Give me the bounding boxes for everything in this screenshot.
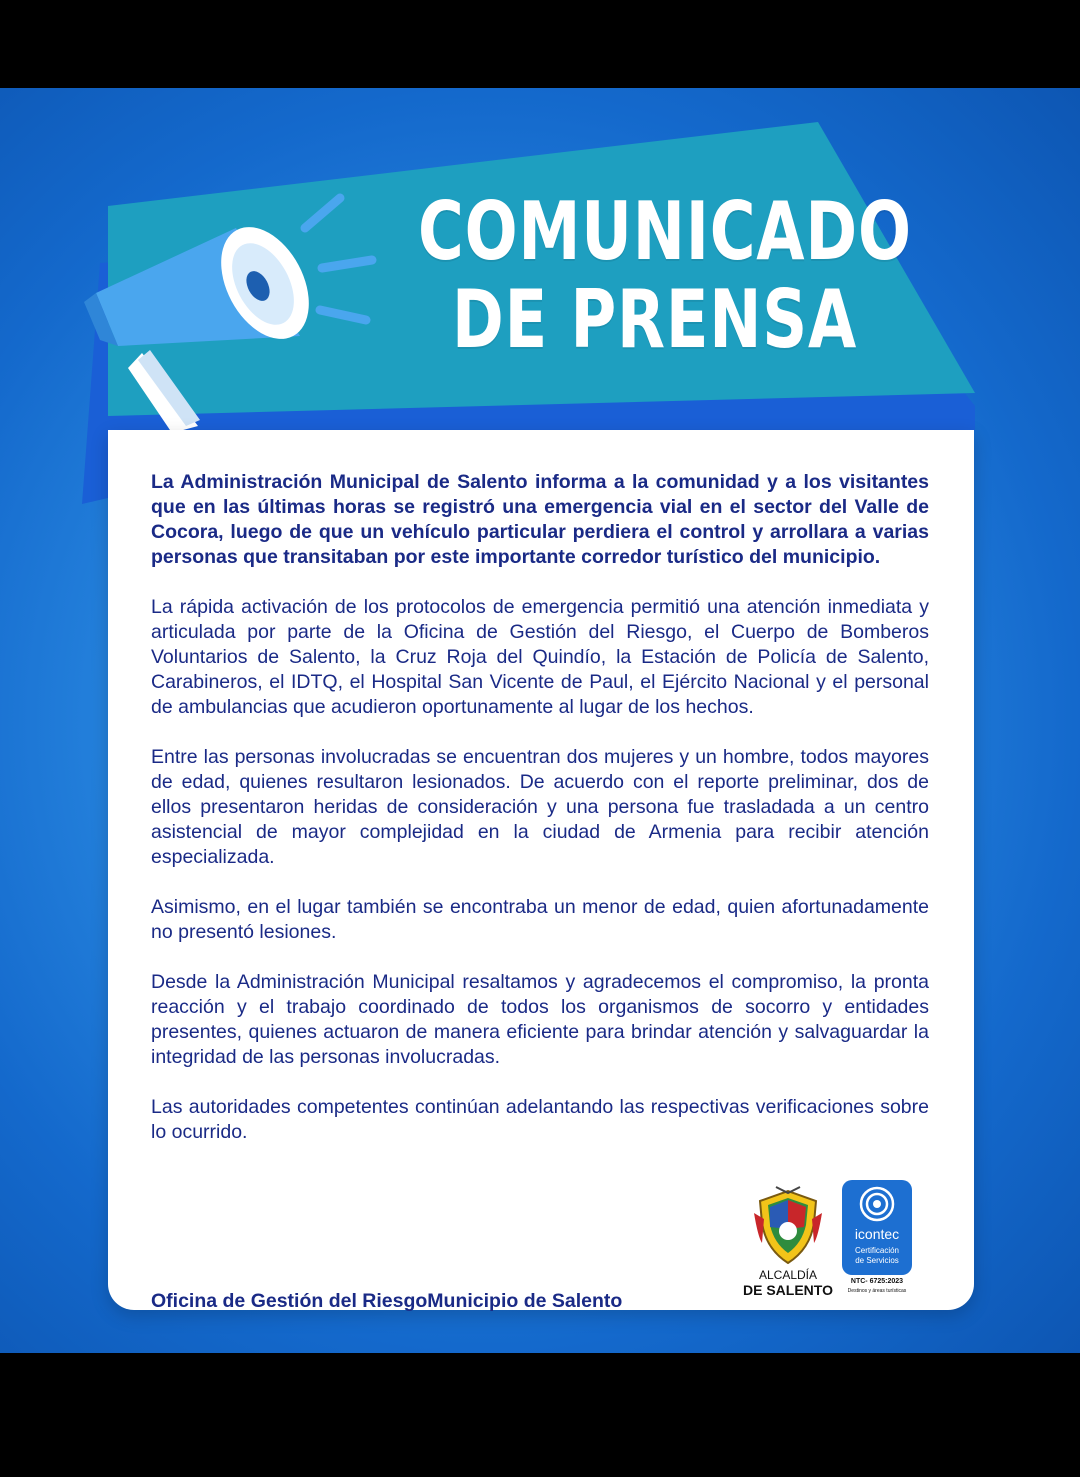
- crest-label-alcaldia: ALCALDÍA: [758, 1268, 818, 1282]
- paragraph-4: Asimismo, en el lugar también se encontraba un menor de edad, quien afortunadamente no presentó lesiones.: [151, 896, 929, 943]
- alcaldia-logo: [738, 1183, 838, 1303]
- content-card: [108, 430, 974, 1310]
- icontec-badge: [842, 1180, 912, 1275]
- press-release-body: [151, 470, 929, 1170]
- icontec-scope: Destinos y áreas turísticas: [847, 1288, 907, 1294]
- signature: Oficina de Gestión del RiesgoMunicipio de Salento: [151, 1290, 623, 1312]
- icontec-cert-line1: Certificación: [854, 1246, 899, 1255]
- paragraph-lead: La Administración Municipal de Salento informa a la comunidad y a los visitantes que en las últimas horas se registró una emergencia vial en el sector del Valle de Cocora, luego de que un vehículo particular perdiera el control y arrollara a varias personas que transitaban por este importante corredor turístico del municipio.: [151, 471, 929, 568]
- icontec-norm: NTC- 6725:2023: [850, 1278, 904, 1285]
- crest-label-salento: DE SALENTO: [743, 1282, 833, 1298]
- icontec-logo-icon: [842, 1180, 912, 1226]
- icontec-logo: [840, 1180, 914, 1300]
- press-release-poster: [0, 88, 1080, 1353]
- alcaldia-crest-icon: [738, 1183, 838, 1269]
- paragraph-6: Las autoridades competentes continúan adelantando las respectivas verificaciones sobre lo ocurrido.: [151, 1096, 929, 1143]
- title-line-2: DE PRENSA: [452, 273, 858, 366]
- icontec-cert: [842, 1246, 912, 1266]
- title-line-1: COMUNICADO: [418, 185, 912, 278]
- paragraph-3: Entre las personas involucradas se encuentran dos mujeres y un hombre, todos mayores de edad, quienes resultaron lesionados. De acuerdo con el reporte preliminar, dos de ellos presentaron heridas de consideración y una persona fue trasladada a un centro asistencial de mayor complejidad en la ciudad de Armenia para recibir atención especializada.: [151, 746, 929, 868]
- icontec-cert-line2: de Servicios: [855, 1256, 899, 1265]
- icontec-name: icontec: [854, 1226, 900, 1242]
- paragraph-5: Desde la Administración Municipal resaltamos y agradecemos el compromiso, la pronta reacción y el trabajo coordinado de todos los organismos de socorro y entidades presentes, quienes actuaron de manera eficiente para brindar atención y salvaguardar la integridad de las personas involucradas.: [151, 971, 929, 1068]
- paragraph-2: La rápida activación de los protocolos de emergencia permitió una atención inmediata y articulada por parte de la Oficina de Gestión del Riesgo, el Cuerpo de Bomberos Voluntarios de Salento, la Cruz Roja del Quindío, la Estación de Policía de Salento, Carabineros, el IDTQ, el Hospital San Vicente de Paul, el Ejército Nacional y el personal de ambulancias que acudieron oportunamente al lugar de los hechos.: [151, 596, 929, 718]
